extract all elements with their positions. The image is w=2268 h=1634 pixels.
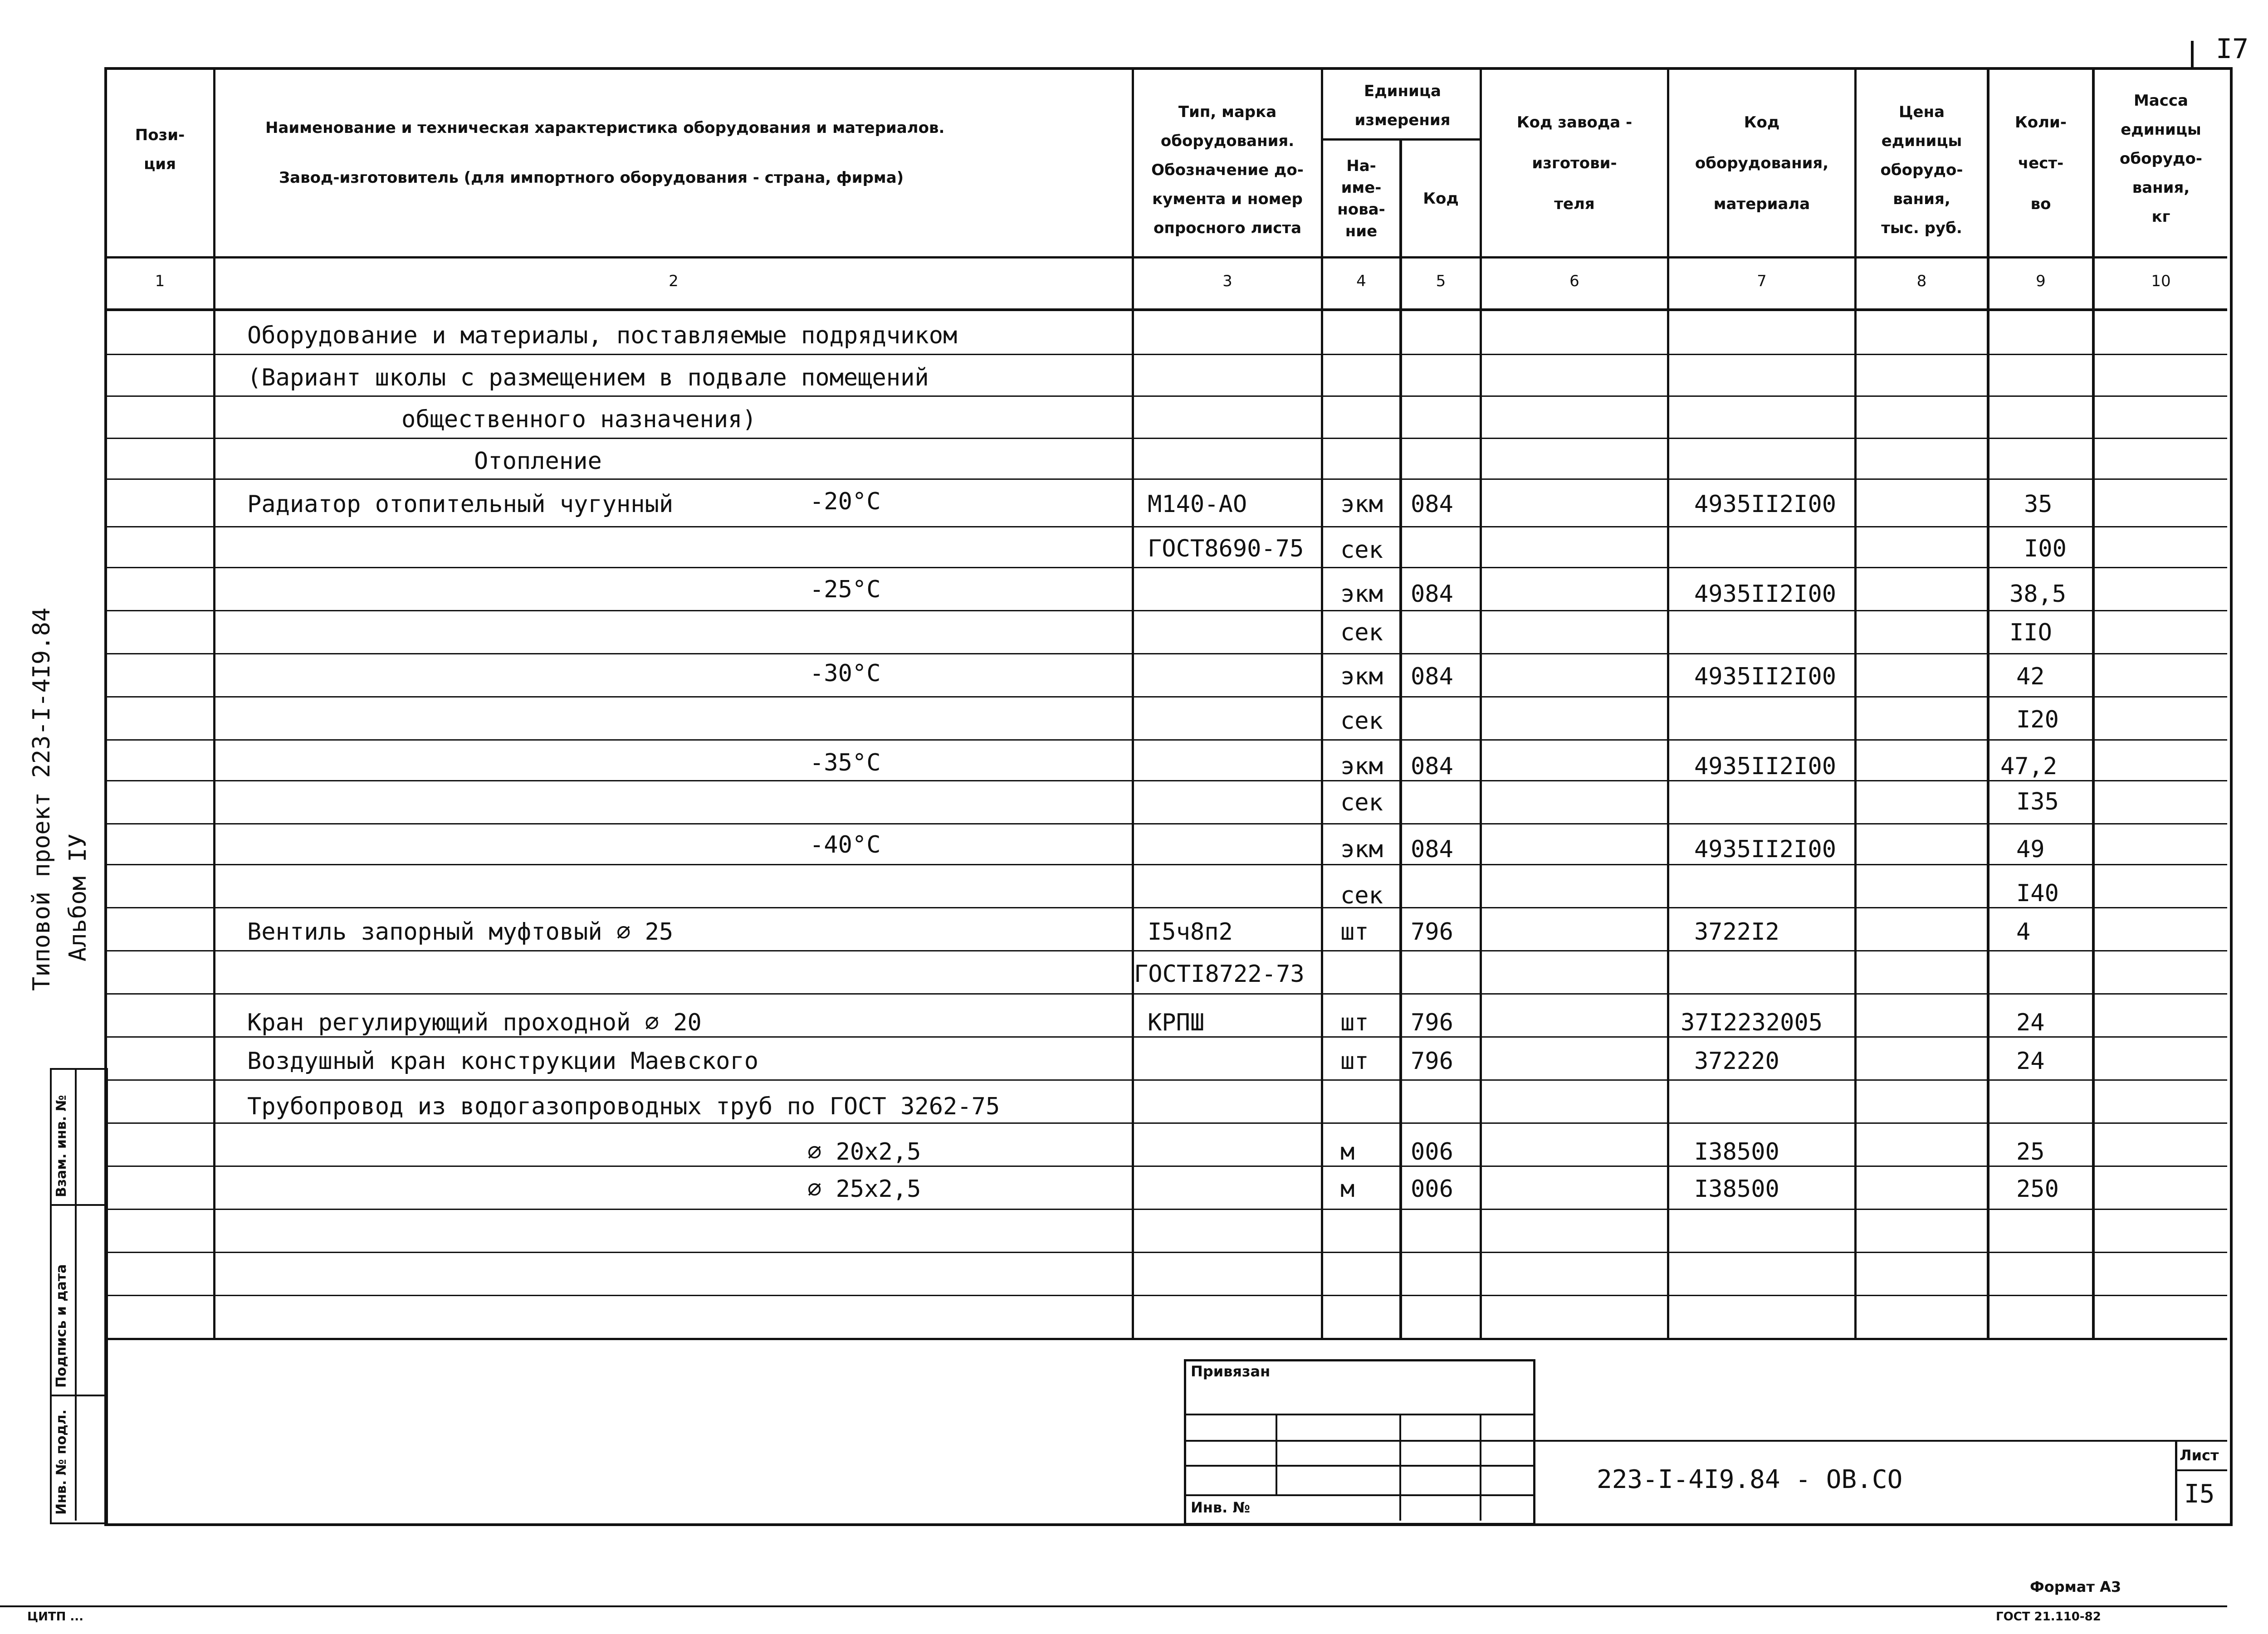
row-code: 084 xyxy=(1411,753,1453,780)
header-price: Цена единицы оборудо- вания, тыс. руб. xyxy=(1880,103,1963,237)
row-mat: I38500 xyxy=(1694,1138,1779,1166)
row-line xyxy=(104,478,2227,480)
row-unit: шт xyxy=(1340,918,1369,946)
stamp-list-number: I5 xyxy=(2184,1479,2215,1509)
row-line xyxy=(104,739,2227,741)
footer-right: ГОСТ 21.110-82 xyxy=(1996,1610,2101,1624)
row-qty: I40 xyxy=(2016,880,2059,907)
row-name: общественного назначения) xyxy=(401,406,757,433)
row-code: 006 xyxy=(1411,1176,1453,1203)
stamp-code-top xyxy=(1531,1440,2227,1442)
table-bottom xyxy=(104,1338,2227,1340)
header-bottom xyxy=(104,256,2227,259)
stamp-list-label: Лист xyxy=(2180,1447,2219,1464)
row-type: М140-АО xyxy=(1148,491,1247,518)
row-unit: экм xyxy=(1340,580,1383,608)
header-equipment-code: Код оборудования, материала xyxy=(1695,113,1829,213)
row-unit: сек xyxy=(1340,707,1383,735)
row-unit: экм xyxy=(1340,836,1383,863)
row-name: Трубопровод из водогазопроводных труб по ГОСТ 3262-75 xyxy=(247,1093,1000,1120)
row-qty: 47,2 xyxy=(2000,753,2058,780)
row-line xyxy=(104,823,2227,824)
row-temp: -35°С xyxy=(810,749,881,776)
side-stamp-label: Инв. № подл. xyxy=(54,1409,69,1515)
side-stamp-split xyxy=(75,1068,77,1521)
numbers-bottom xyxy=(104,308,2227,311)
footer-format: Формат А3 xyxy=(2030,1578,2121,1595)
row-mat: 4935II2I00 xyxy=(1694,836,1837,863)
row-qty: 42 xyxy=(2016,663,2045,690)
row-mat: I38500 xyxy=(1694,1176,1779,1203)
row-mat: 4935II2I00 xyxy=(1694,663,1837,690)
header-quantity: Коли- чест- во xyxy=(2015,113,2067,213)
column-number: 1 xyxy=(155,272,165,290)
column-number: 8 xyxy=(1916,272,1927,290)
row-qty: IIO xyxy=(2009,619,2052,646)
column-number: 5 xyxy=(1436,272,1446,290)
row-unit: сек xyxy=(1340,537,1383,564)
column-number: 4 xyxy=(1356,272,1366,290)
footer-left: ЦИТП ... xyxy=(27,1610,84,1624)
row-name: Отопление xyxy=(474,448,602,475)
stamp-vline xyxy=(1399,1414,1401,1521)
row-line xyxy=(104,1079,2227,1081)
header-name-line2: Завод-изготовитель (для импортного оборудования - страна, фирма) xyxy=(279,169,904,187)
row-name: Оборудование и материалы, поставляемые подрядчиком xyxy=(247,322,958,349)
row-line xyxy=(104,1122,2227,1124)
row-type: I5ч8п2 xyxy=(1148,918,1233,946)
row-unit: экм xyxy=(1340,753,1383,780)
row-line xyxy=(104,1036,2227,1038)
footer-line xyxy=(0,1605,2227,1607)
row-line xyxy=(104,354,2227,355)
row-qty: I20 xyxy=(2016,706,2059,733)
side-project-title: Типовой проект 223-I-4I9.84 xyxy=(28,607,55,991)
row-line xyxy=(104,395,2227,397)
row-temp: ∅ 20х2,5 xyxy=(807,1138,921,1166)
row-type: ГОСТ8690-75 xyxy=(1148,535,1304,562)
column-number: 9 xyxy=(2036,272,2046,290)
column-number: 2 xyxy=(669,272,679,290)
row-line xyxy=(104,696,2227,697)
row-line xyxy=(104,1166,2227,1167)
row-temp: -30°С xyxy=(810,660,881,687)
row-unit: экм xyxy=(1340,663,1383,690)
row-temp: -25°С xyxy=(810,576,881,603)
row-qty: 35 xyxy=(2024,491,2053,518)
side-stamp-line xyxy=(50,1395,104,1396)
stamp-vline xyxy=(1276,1414,1277,1495)
row-line xyxy=(104,950,2227,951)
stamp-list-line xyxy=(2175,1469,2227,1471)
row-line xyxy=(104,1209,2227,1210)
header-name-line1: Наименование и техническая характеристика оборудования и материалов. xyxy=(265,119,945,137)
row-unit: сек xyxy=(1340,789,1383,816)
row-unit: шт xyxy=(1340,1048,1369,1075)
row-mat: 4935II2I00 xyxy=(1694,580,1837,608)
row-qty: 49 xyxy=(2016,836,2045,863)
row-code: 796 xyxy=(1411,1009,1453,1036)
row-code: 084 xyxy=(1411,580,1453,608)
row-temp: -40°С xyxy=(810,831,881,858)
stamp-list-divider xyxy=(2175,1440,2177,1521)
row-line xyxy=(104,907,2227,908)
row-code: 796 xyxy=(1411,918,1453,946)
stamp-vline xyxy=(1480,1414,1481,1521)
row-code: 084 xyxy=(1411,663,1453,690)
row-line xyxy=(104,780,2227,781)
row-unit: сек xyxy=(1340,619,1383,646)
row-unit: экм xyxy=(1340,491,1383,518)
row-qty: I00 xyxy=(2024,535,2067,562)
row-qty: 4 xyxy=(2016,918,2031,946)
header-mass: Масса единицы оборудо- вания, кг xyxy=(2120,92,2202,226)
row-name: (Вариант школы с размещением в подвале помещений xyxy=(247,364,929,391)
row-qty: 24 xyxy=(2016,1048,2045,1075)
row-line xyxy=(104,438,2227,439)
column-number: 10 xyxy=(2151,272,2171,290)
row-type: КРПШ xyxy=(1148,1009,1205,1036)
row-code: 084 xyxy=(1411,491,1453,518)
row-unit: м xyxy=(1340,1138,1355,1166)
row-code: 796 xyxy=(1411,1048,1453,1075)
row-name: Радиатор отопительный чугунный xyxy=(247,491,674,518)
row-line xyxy=(104,610,2227,611)
row-unit: м xyxy=(1340,1176,1355,1203)
row-mat: 4935II2I00 xyxy=(1694,491,1837,518)
row-code: 006 xyxy=(1411,1138,1453,1166)
row-temp: ∅ 25х2,5 xyxy=(807,1176,921,1203)
row-mat: 3722I2 xyxy=(1694,918,1779,946)
row-qty: 24 xyxy=(2016,1009,2045,1036)
row-name: Кран регулирующий проходной ∅ 20 xyxy=(247,1009,702,1036)
row-line xyxy=(104,1252,2227,1253)
header-unit-name: На- име- нова- ние xyxy=(1337,156,1385,240)
sheet-number-divider xyxy=(2191,41,2194,68)
sheet-number-top: I7 xyxy=(2216,33,2249,65)
header-unit-code: Код xyxy=(1423,189,1459,208)
column-number: 3 xyxy=(1222,272,1232,290)
row-type: ГОСТI8722-73 xyxy=(1134,961,1305,988)
side-stamp-line xyxy=(50,1204,104,1206)
stamp-privyazan: Привязан xyxy=(1191,1363,1271,1380)
row-qty: I35 xyxy=(2016,788,2059,815)
row-mat: 372220 xyxy=(1694,1048,1779,1075)
side-stamp-label: Взам. инв. № xyxy=(54,1095,69,1197)
header-position: Пози- ция xyxy=(135,126,185,173)
row-line xyxy=(104,653,2227,654)
row-qty: 250 xyxy=(2016,1176,2059,1203)
header-type: Тип, марка оборудования. Обозначение до- кумента и номер опросного листа xyxy=(1151,103,1304,237)
side-album: Альбом IУ xyxy=(64,834,92,961)
row-line xyxy=(104,526,2227,527)
row-temp: -20°С xyxy=(810,488,881,515)
column-number: 6 xyxy=(1569,272,1579,290)
row-line xyxy=(104,1295,2227,1296)
row-mat: 37I2232005 xyxy=(1681,1009,1823,1036)
document-code: 223-I-4I9.84 - ОВ.СО xyxy=(1597,1465,1903,1494)
row-qty: 38,5 xyxy=(2009,580,2067,608)
column-number: 7 xyxy=(1757,272,1767,290)
row-qty: 25 xyxy=(2016,1138,2045,1166)
stamp-inv-no: Инв. № xyxy=(1191,1499,1250,1516)
row-line xyxy=(104,864,2227,865)
header-factory-code: Код завода - изготови- теля xyxy=(1516,113,1633,213)
row-unit: сек xyxy=(1340,882,1383,909)
row-line xyxy=(104,993,2227,995)
row-code: 084 xyxy=(1411,836,1453,863)
row-mat: 4935II2I00 xyxy=(1694,753,1837,780)
header-unit-group: Единица измерения xyxy=(1354,82,1451,129)
row-unit: шт xyxy=(1340,1009,1369,1036)
row-line xyxy=(104,567,2227,568)
side-stamp-label: Подпись и дата xyxy=(54,1264,69,1388)
row-name: Воздушный кран конструкции Маевского xyxy=(247,1048,759,1075)
row-name: Вентиль запорный муфтовый ∅ 25 xyxy=(247,918,674,946)
